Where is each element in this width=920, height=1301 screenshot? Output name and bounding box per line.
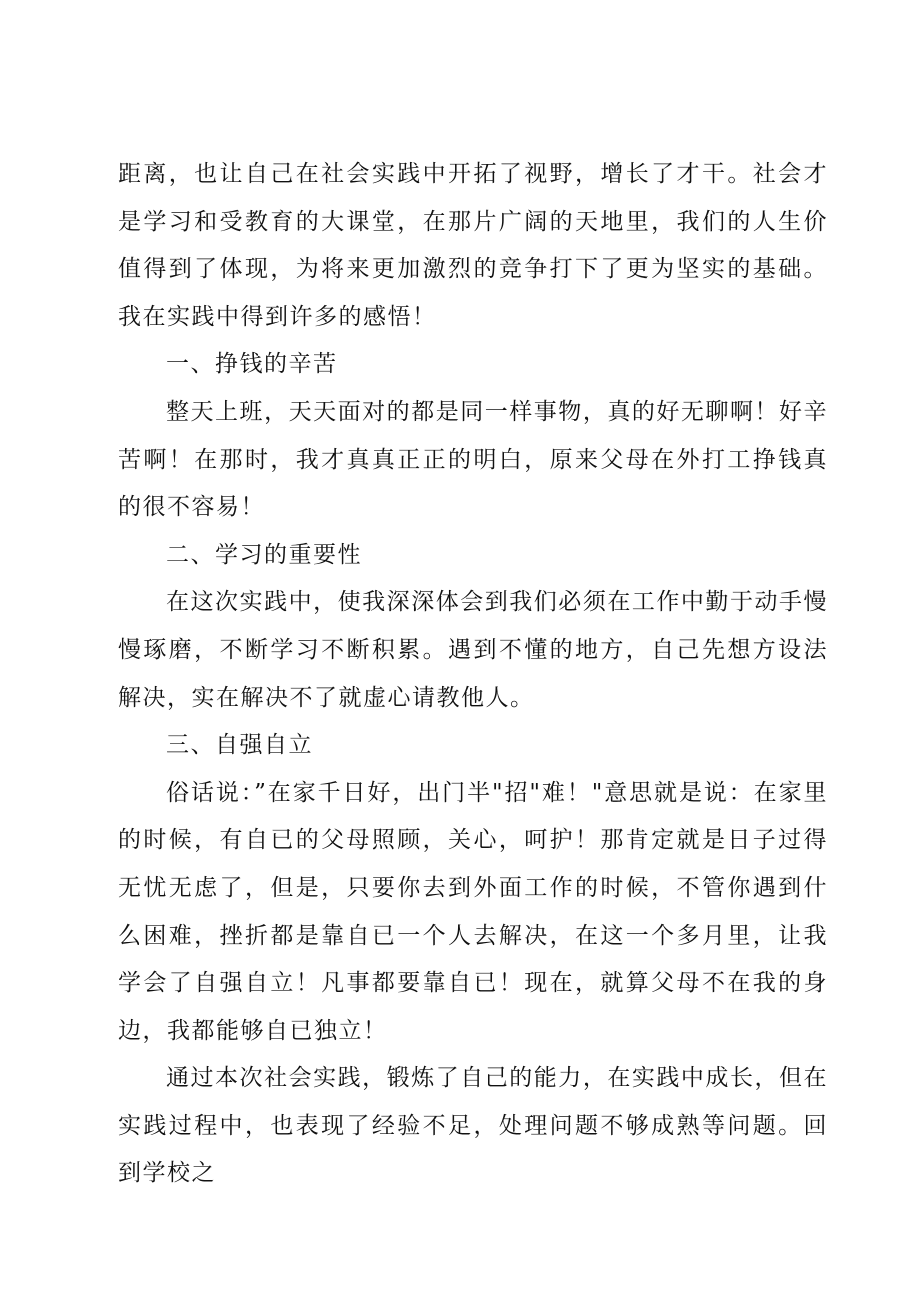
paragraph-earning-money: 整天上班，天天面对的都是同一样事物，真的好无聊啊！好辛苦啊！在那时，我才真真正正的明白，原来父母在外打工挣钱真的很不容易！ bbox=[118, 398, 828, 521]
document-body bbox=[118, 151, 828, 1198]
paragraph-self-reliance: 俗话说：”在家千日好，出门半"招"难！"意思就是说：在家里的时候，有自已的父母照顾，关心，呵护！那肯定就是日子过得无忧无虑了，但是，只要你去到外面工作的时候，不管你遇到什么困难，挫折都是靠自已一个人去解决，在这一个多月里，让我学会了自强自立！凡事都要靠自已！现在，就算父母不在我的身边，我都能够自已独立！ bbox=[118, 779, 828, 1044]
section-heading-learning: 二、学习的重要性 bbox=[166, 541, 362, 568]
paragraph-learning: 在这次实践中，使我深深体会到我们必须在工作中勤于动手慢慢琢磨，不断学习不断积累。遇到不懂的地方，自己先想方设法解决，实在解决不了就虚心请教他人。 bbox=[118, 589, 828, 711]
paragraph-continuation: 距离，也让自己在社会实践中开拓了视野，增长了才干。社会才是学习和受教育的大课堂，在那片广阔的天地里，我们的人生价值得到了体现，为将来更加激烈的竞争打下了更为坚实的基础。我在实践中得到许多的感悟！ bbox=[118, 161, 828, 330]
section-heading-earning-money: 一、挣钱的辛苦 bbox=[166, 351, 338, 378]
section-heading-self-reliance: 三、自强自立 bbox=[166, 732, 313, 759]
paragraph-conclusion: 通过本次社会实践，锻炼了自己的能力，在实践中成长，但在实践过程中，也表现了经验不足，处理问题不够成熟等问题。回到学校之 bbox=[118, 1065, 828, 1187]
